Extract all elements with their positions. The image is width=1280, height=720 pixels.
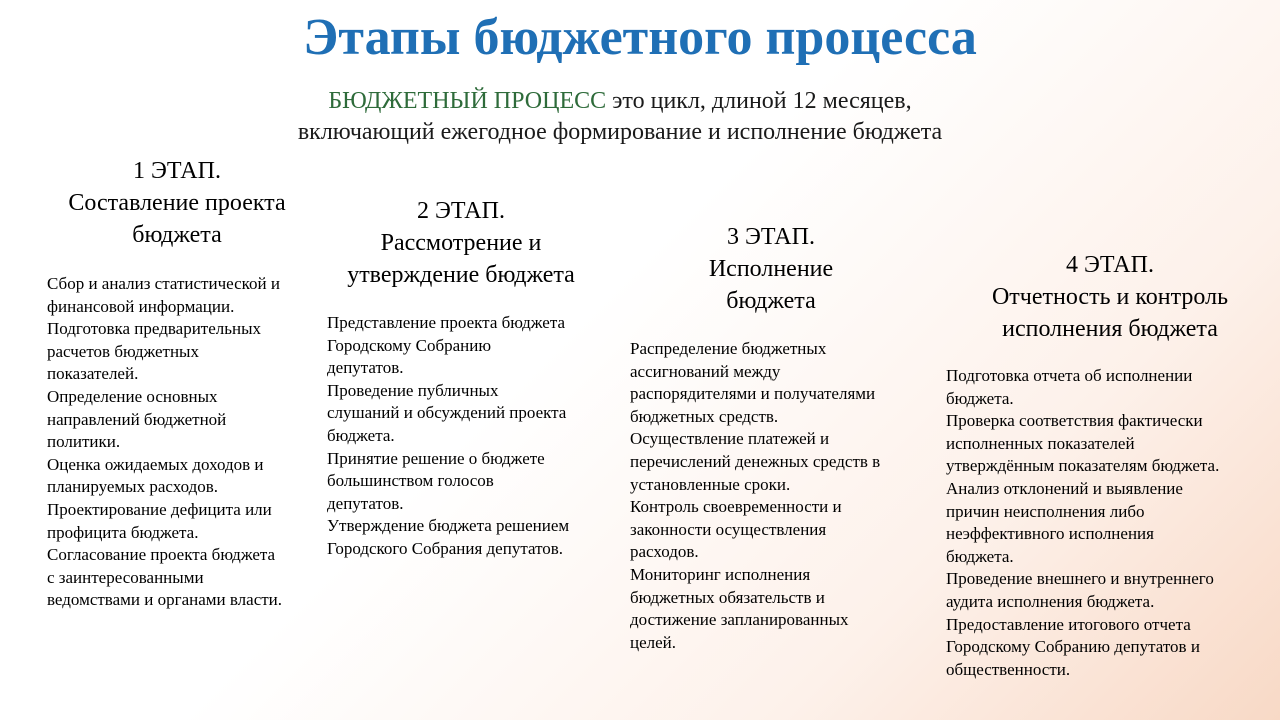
stage-2-name-line-2: утверждение бюджета	[347, 262, 575, 288]
subtitle-line-2: включающий ежегодное формирование и исполнение бюджета	[297, 119, 943, 145]
stage-3-number: 3 ЭТАП.	[727, 224, 815, 250]
stage-2-number: 2 ЭТАП.	[417, 198, 505, 224]
subtitle-line-1	[0, 86, 1240, 117]
stage-2-heading	[320, 195, 602, 291]
stage-3-name-line-1: Исполнение	[708, 256, 834, 282]
slide-title: Этапы бюджетного процесса	[303, 9, 977, 66]
subtitle-highlight: БЮДЖЕТНЫЙ ПРОЦЕСС	[328, 88, 607, 114]
subtitle-line-1-rest: это цикл, длиной 12 месяцев,	[606, 88, 912, 114]
stage-1-body: Сбор и анализ статистической и финансовой информации. Подготовка предварительных расчетов бюджетных показателей. Определение основных направлений бюджетной политики. Оценка ожидаемых доходов и планируемых расходов. Проектирование дефицита или профицита бюджета. Согласование проекта бюджета с заинтересованными ведомствами и органами власти.	[47, 274, 283, 610]
stage-3-name-line-2: бюджета	[726, 288, 816, 314]
stage-3-heading	[641, 221, 901, 317]
stage-4-body: Подготовка отчета об исполнении бюджета. Проверка соответствия фактически исполненных показателей утверждённым показателям бюджета. Анализ отклонений и выявление причин неисполнения либо неэффективного исполнения бюджета. Проведение внешнего и внутреннего аудита исполнения бюджета. Предоставление итогового отчета Городскому Собранию депутатов и общественности.	[946, 366, 1220, 679]
slide-subtitle	[0, 86, 1240, 148]
stage-2-body: Представление проекта бюджета Городскому Собранию депутатов. Проведение публичных слушаний и обсуждений проекта бюджета. Принятие решение о бюджете большинством голосов депутатов. Утверждение бюджета решением Городского Собрания депутатов.	[327, 313, 570, 558]
stage-4-name-line-1: Отчетность и контроль	[991, 284, 1229, 310]
stage-2-name-line-1: Рассмотрение и	[380, 230, 542, 256]
stage-1-name-line-2: бюджета	[132, 222, 222, 248]
stage-4-name-line-2: исполнения бюджета	[1002, 316, 1218, 342]
stage-4-heading	[960, 249, 1260, 345]
stage-1-heading	[47, 155, 307, 251]
stage-3-body: Распределение бюджетных ассигнований между распорядителями и получателями бюджетных средств. Осуществление платежей и перечислений денежных средств в установленные сроки. Контроль своевременности и законности осуществления расходов. Мониторинг исполнения бюджетных обязательств и достижение запланированных целей.	[630, 339, 881, 652]
stage-4-number: 4 ЭТАП.	[1066, 252, 1154, 278]
stage-1-number: 1 ЭТАП.	[133, 158, 221, 184]
stage-1-name-line-1: Составление проекта	[68, 190, 286, 216]
